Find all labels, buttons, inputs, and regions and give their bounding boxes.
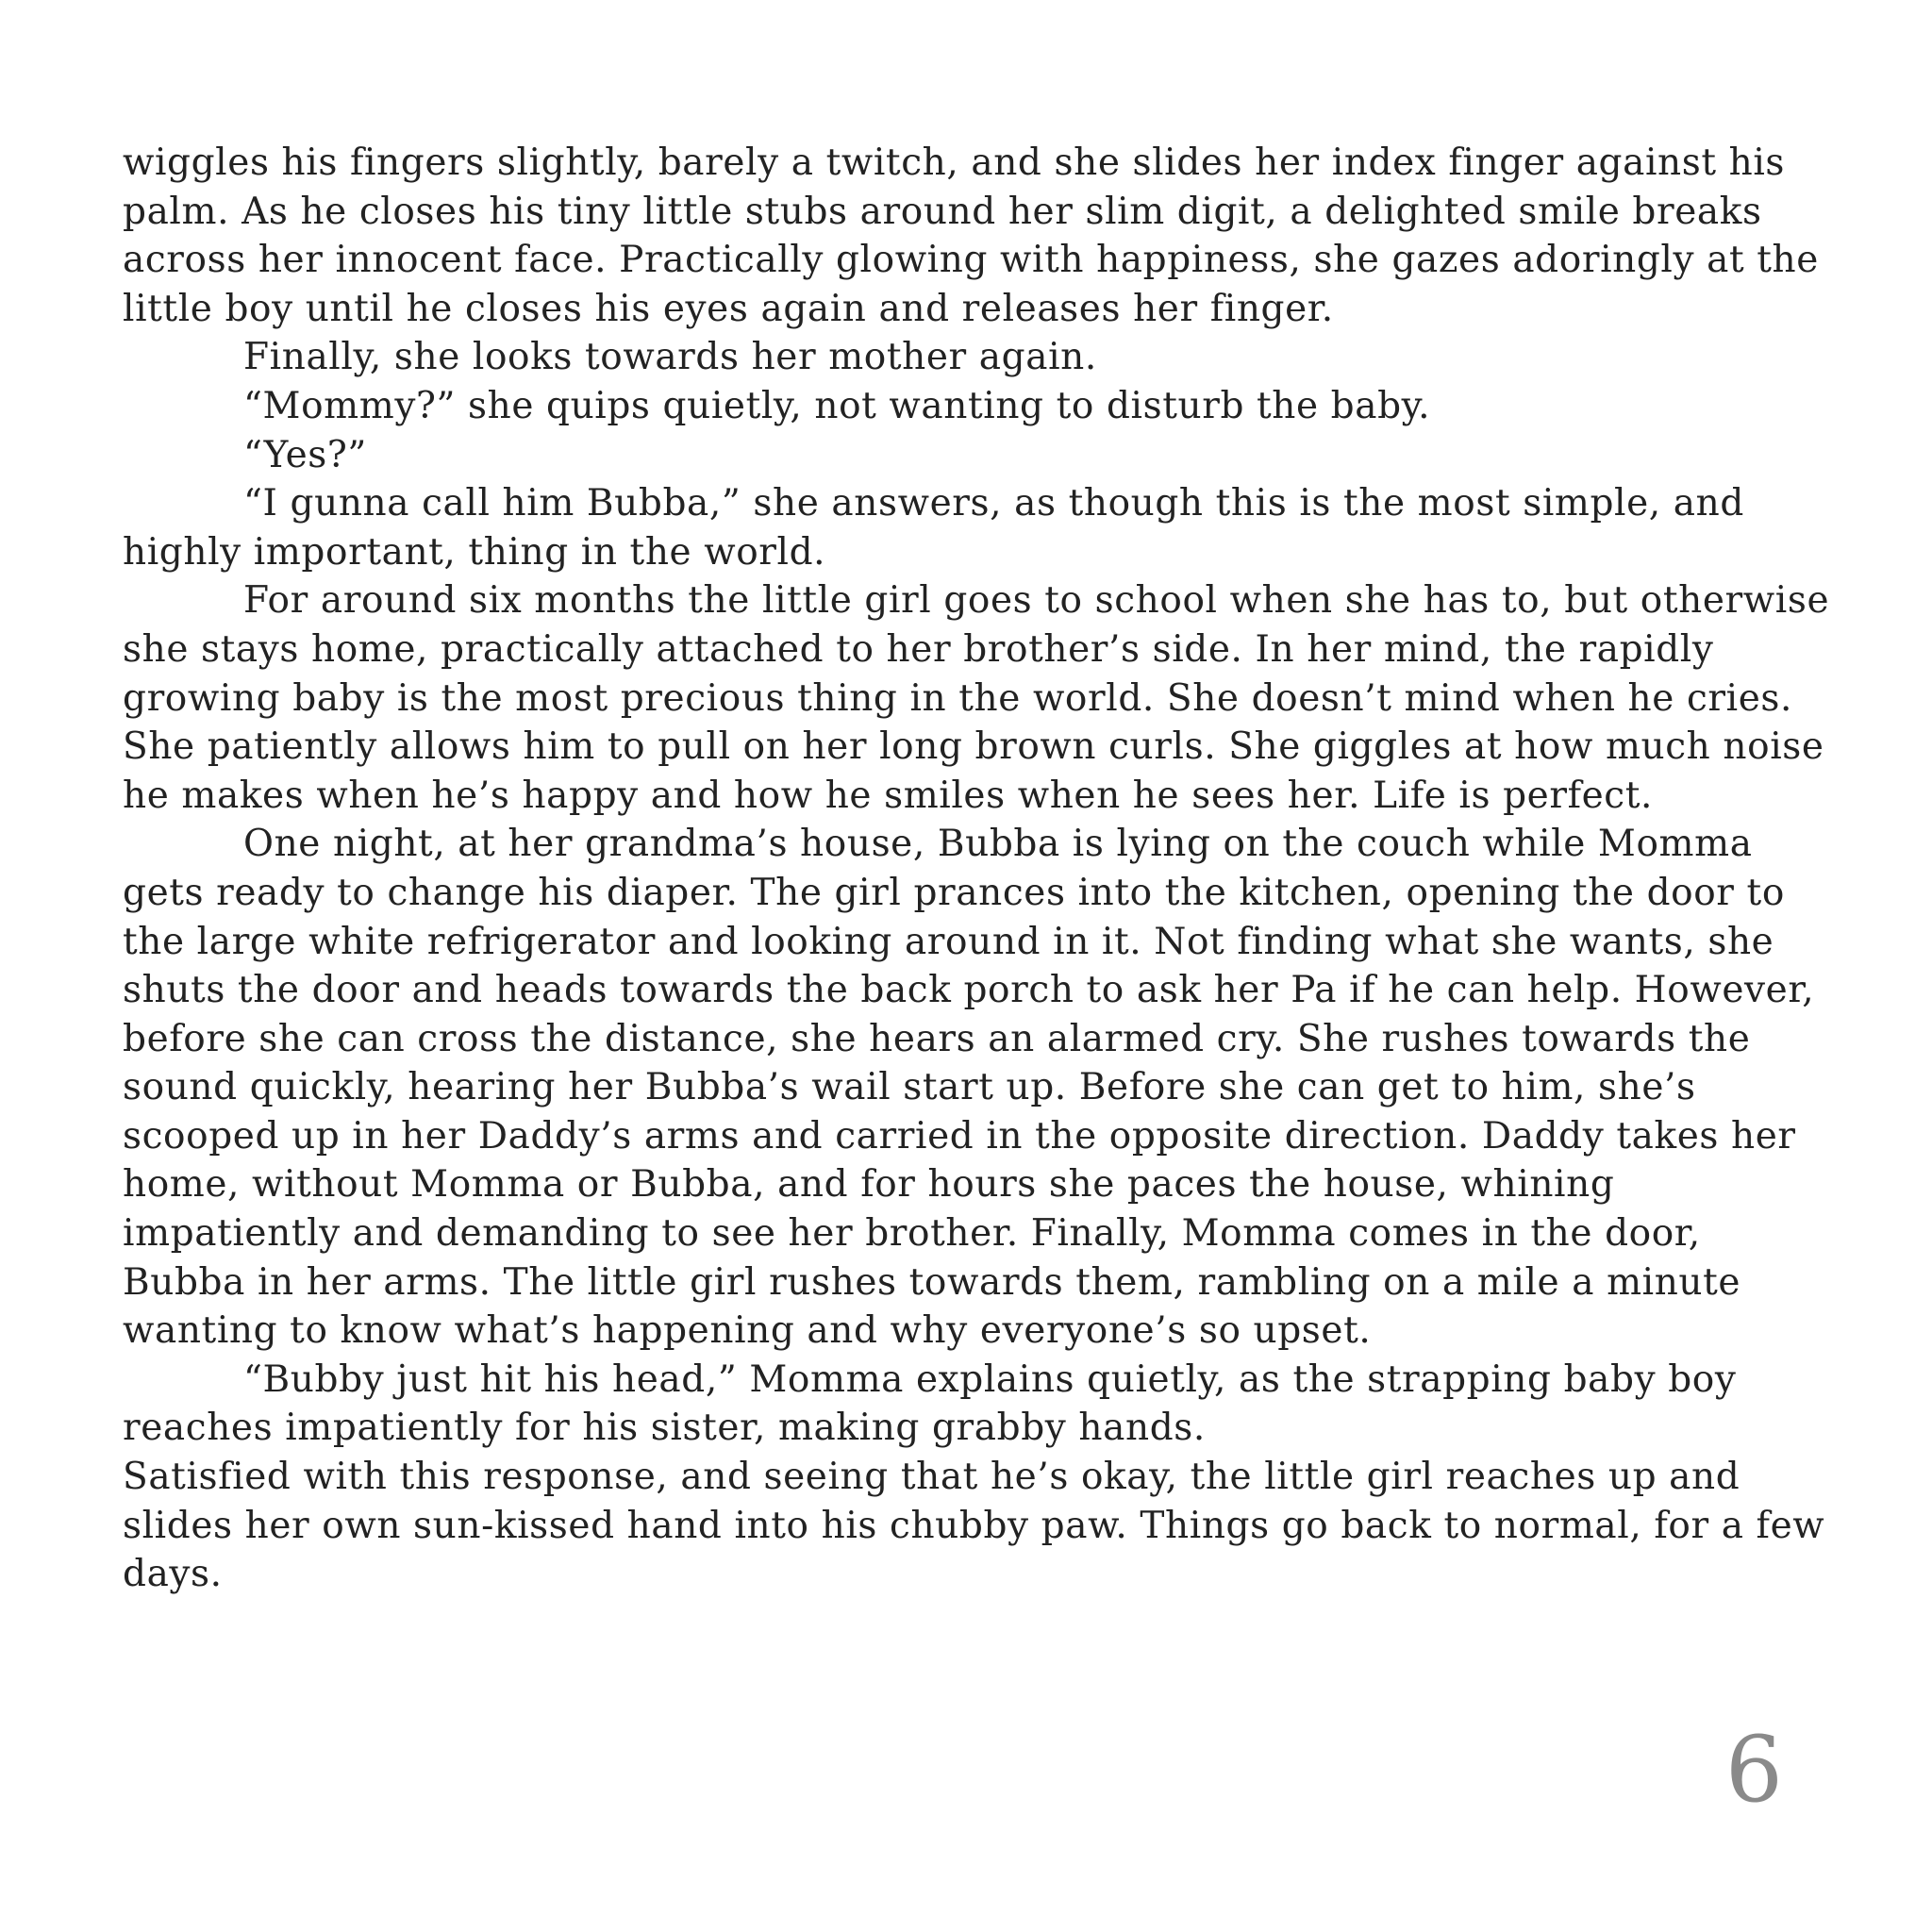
paragraph-7: One night, at her grandma’s house, Bubba is lying on the couch while Momma gets ready to change his diaper. The girl prances into the kitchen, opening the door to the large white refrigerator and looking around in it. Not finding what she wants, she shuts the door and heads towards the back porch to ask her Pa if he can help. However, before she can cross the distance, she hears an alarmed cry. She rushes towards the sound quickly, hearing her Bubba’s wail start up. Before she can get to him, she’s scooped up in her Daddy’s arms and carried in the opposite direction. Daddy takes her home, without Momma or Bubba, and for hours she paces the house, whining impatiently and demanding to see her brother. Finally, Momma comes in the door, Bubba in her arms. The little girl rushes towards them, rambling on a mile a minute wanting to know what’s happening and why everyone’s so upset. [123,823,1815,1353]
paragraph-3: “Mommy?” she quips quietly, not wanting to disturb the baby. [243,384,1431,427]
paragraph-1: wiggles his fingers slightly, barely a twitch, and she slides her index finger against his palm. As he closes his tiny little stubs around her slim digit, a delighted smile breaks across her innocent face. Practically glowing with happiness, she gazes adoringly at the little boy until he closes his eyes again and releases her finger. [123,142,1819,330]
paragraph-9: Satisfied with this response, and seeing that he’s okay, the little girl reaches up and slides her own sun-kissed hand into his chubby paw. Things go back to normal, for a few days. [123,1456,1825,1596]
page-number: 6 [1724,1717,1783,1823]
paragraph-4: “Yes?” [243,433,367,476]
paragraph-5: “I gunna call him Bubba,” she answers, as though this is the most simple, and highly important, thing in the world. [123,482,1744,574]
paragraph-6: For around six months the little girl goes to school when she has to, but otherwise she stays home, practically attached to her brother’s side. In her mind, the rapidly growing baby is the most precious thing in the world. She doesn’t mind when he cries. She patiently allows him to pull on her long brown curls. She giggles at how much noise he makes when he’s happy and how he smiles when he sees her. Life is perfect. [123,579,1830,817]
paragraph-2: Finally, she looks towards her mother again. [243,336,1097,379]
body-text [123,139,1830,1599]
paragraph-8: “Bubby just hit his head,” Momma explains quietly, as the strapping baby boy reaches impatiently for his sister, making grabby hands. [123,1357,1737,1450]
